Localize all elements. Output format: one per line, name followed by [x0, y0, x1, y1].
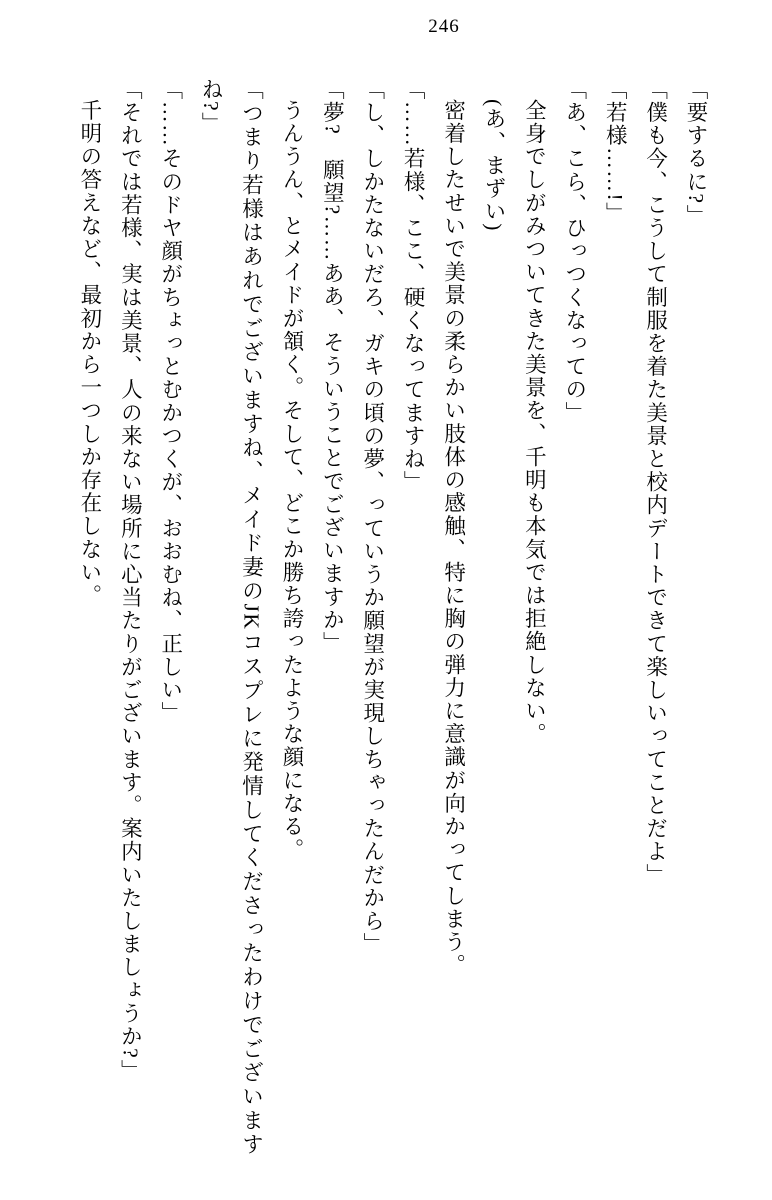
paragraph: 密着したせいで美景の柔らかい肢体の感触、特に胸の弾力に意識が向かってしまう。	[441, 99, 466, 977]
paragraph: 全身でしがみついてきた美景を、千明も本気では拒絶しない。	[522, 99, 547, 746]
paragraph: 「僕も今、こうして制服を着た美景と校内デートできて楽しいってことだよ」	[643, 78, 668, 887]
paragraph: (あ、まずい)	[481, 99, 506, 233]
paragraph: 「し、しかたないだろ、ガキの頃の夢、っていうか願望が実現しちゃったんだから」	[360, 78, 385, 956]
paragraph: 「夢? 願望?……ああ、そういうことでございますか」	[320, 78, 345, 655]
vertical-body-text	[44, 78, 716, 1156]
paragraph: 「つまり若様はあれでございますね、メイド妻のJKコスプレに発情してくださったわけでございますね?」	[199, 78, 264, 1156]
page-number: 246	[428, 16, 460, 37]
paragraph: 「……若様、ここ、硬くなってますね」	[401, 78, 426, 494]
paragraph: 「それでは若様、実は美景、人の来ない場所に心当たりがございます。案内いたしましょうか?」	[118, 78, 143, 1083]
paragraph: 「……そのドヤ顔がちょっとむかつくが、おおむね、正しい」	[158, 78, 183, 725]
paragraph: 「要するに?」	[684, 78, 708, 228]
paragraph: 「あ、こら、ひっつくなっての」	[562, 78, 587, 425]
paragraph: うんうん、とメイドが頷く。そして、どこか勝ち誇ったような顔になる。	[279, 99, 304, 862]
paragraph: 千明の答えなど、最初から一つしか存在しない。	[77, 99, 102, 608]
paragraph: 「若様……!」	[603, 78, 628, 226]
